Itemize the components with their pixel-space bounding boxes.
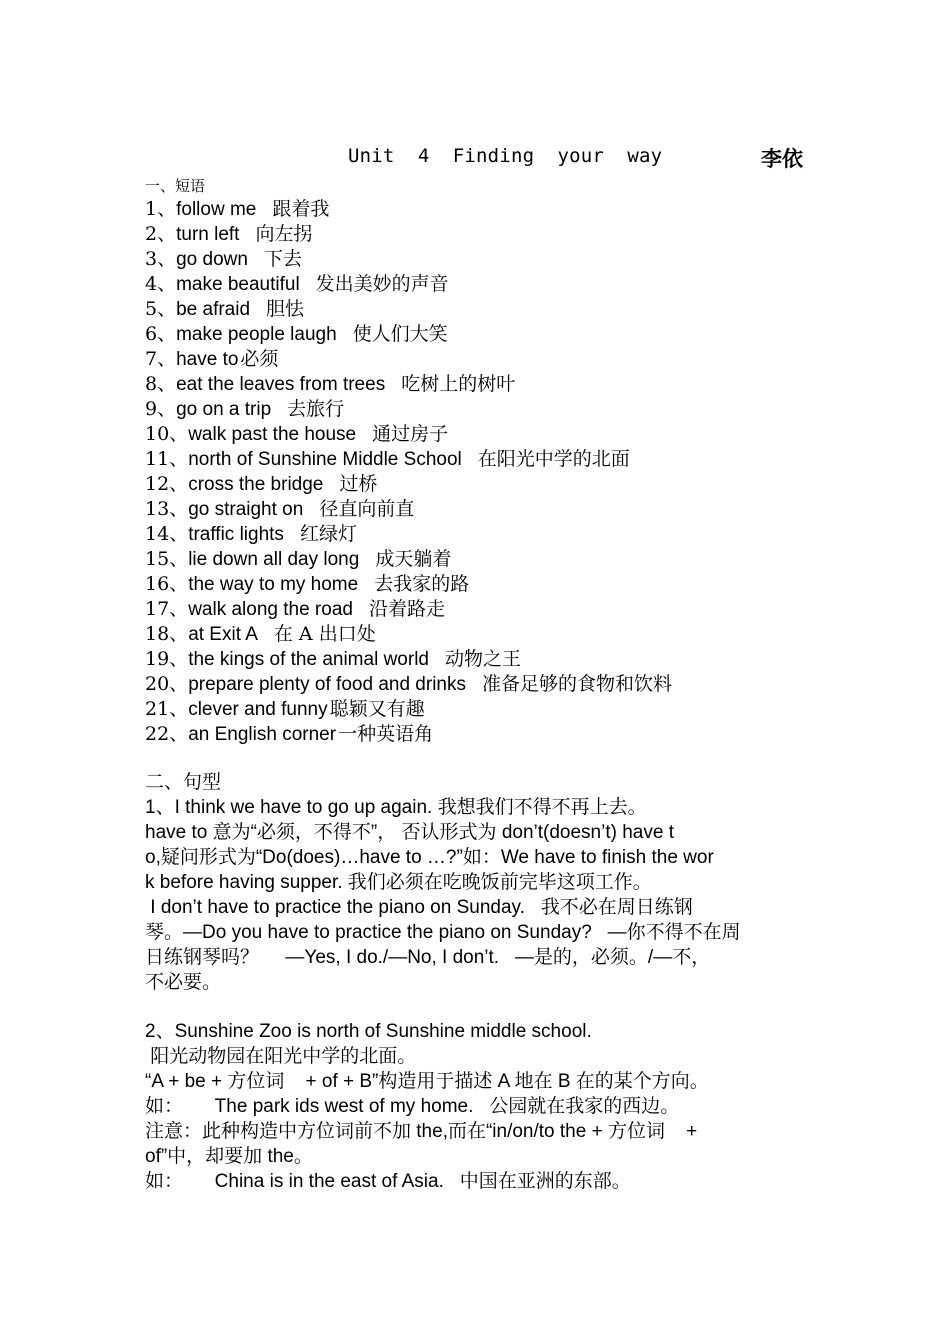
section-heading-phrases: 一、短语 — [145, 177, 206, 195]
phrase-number: 3、 — [145, 248, 177, 270]
phrase-chinese: 吃树上的树叶 — [401, 373, 516, 395]
phrase-item — [145, 197, 805, 222]
phrase-item — [145, 222, 805, 247]
phrase-number: 4、 — [145, 273, 177, 295]
phrase-number: 21、 — [145, 698, 189, 720]
phrase-chinese: 通过房子 — [372, 423, 449, 445]
phrase-chinese: 成天躺着 — [375, 548, 452, 570]
sentence-1-line: 琴。—Do you have to practice the piano on Sunday? —你不得不在周 — [145, 922, 741, 943]
phrase-item — [145, 597, 805, 622]
phrase-chinese: 一种英语角 — [338, 723, 434, 745]
phrase-english: make beautiful — [176, 274, 300, 295]
phrase-english: go straight on — [188, 499, 304, 520]
phrase-item — [145, 247, 805, 272]
phrase-number: 11、 — [145, 448, 189, 470]
phrase-list — [145, 197, 805, 747]
phrase-english: follow me — [176, 199, 257, 220]
phrase-item — [145, 622, 805, 647]
phrase-english: prepare plenty of food and drinks — [188, 674, 466, 695]
phrase-number: 13、 — [145, 498, 189, 520]
sentence-2-line: 如： China is in the east of Asia. 中国在亚洲的东部。 — [145, 1171, 631, 1192]
section-heading-sentences: 二、句型 — [145, 771, 222, 793]
phrase-item — [145, 347, 805, 372]
phrase-number: 12、 — [145, 473, 189, 495]
phrase-english: go on a trip — [176, 399, 272, 420]
phrase-english: at Exit A — [188, 624, 258, 645]
phrase-english: an English corner — [188, 724, 337, 745]
phrase-item — [145, 672, 805, 697]
phrase-chinese: 过桥 — [339, 473, 378, 495]
title-row — [145, 143, 805, 171]
phrase-item — [145, 397, 805, 422]
phrase-english: the way to my home — [188, 574, 359, 595]
phrase-item — [145, 297, 805, 322]
phrase-number: 18、 — [145, 623, 189, 645]
phrase-chinese: 在 A 出口处 — [273, 623, 376, 645]
phrase-chinese: 径直向前直 — [319, 498, 415, 520]
sentence-2-section — [145, 1019, 805, 1194]
phrase-chinese: 去旅行 — [287, 398, 345, 420]
phrase-english: go down — [176, 249, 248, 270]
sentence-1-line: o,疑问形式为“Do(does)…have to …?”如：We have to finish the wor — [145, 847, 714, 868]
phrase-english: turn left — [176, 224, 240, 245]
phrase-english: walk past the house — [188, 424, 357, 445]
phrase-number: 19、 — [145, 648, 189, 670]
phrase-item — [145, 447, 805, 472]
phrase-chinese: 胆怯 — [266, 298, 305, 320]
phrase-english: eat the leaves from trees — [176, 374, 386, 395]
author-name: 李依 — [761, 148, 803, 171]
phrase-item — [145, 422, 805, 447]
sentence-2-line: of”中，却要加 the。 — [145, 1146, 313, 1167]
phrase-item — [145, 697, 805, 722]
phrase-item — [145, 547, 805, 572]
phrase-number: 10、 — [145, 423, 189, 445]
phrase-number: 22、 — [145, 723, 189, 745]
phrase-english: walk along the road — [188, 599, 353, 620]
phrase-number: 9、 — [145, 398, 177, 420]
phrase-number: 8、 — [145, 373, 177, 395]
phrase-number: 20、 — [145, 673, 189, 695]
phrase-english: make people laugh — [176, 324, 337, 345]
sentence-1-line: 日练钢琴吗？ —Yes, I do./—No, I don’t. —是的，必须。/—不， — [145, 947, 711, 968]
phrase-english: traffic lights — [188, 524, 284, 545]
phrase-number: 7、 — [145, 348, 177, 370]
page-title: Unit 4 Finding your way — [348, 145, 663, 167]
sentence-2-line: 注意：此种构造中方位词前不加 the,而在“in/on/to the + 方位词 + — [145, 1121, 698, 1142]
phrase-number: 1、 — [145, 198, 177, 220]
sentence-1-line: have to 意为“必须，不得不”， 否认形式为 don’t(doesn’t) have t — [145, 822, 674, 843]
sentence-1-line: I don’t have to practice the piano on Sunday. 我不必在周日练钢 — [145, 897, 693, 918]
phrase-english: the kings of the animal world — [188, 649, 429, 670]
phrase-number: 6、 — [145, 323, 177, 345]
phrase-chinese: 去我家的路 — [374, 573, 470, 595]
phrase-english: clever and funny — [188, 699, 328, 720]
phrase-chinese: 动物之王 — [444, 648, 521, 670]
phrase-number: 17、 — [145, 598, 189, 620]
phrase-item — [145, 472, 805, 497]
sentence-section — [145, 770, 805, 995]
phrase-item — [145, 322, 805, 347]
phrase-item — [145, 647, 805, 672]
phrase-chinese: 沿着路走 — [368, 598, 445, 620]
phrase-chinese: 聪颖又有趣 — [329, 698, 425, 720]
phrase-english: have to — [176, 349, 239, 370]
phrase-chinese: 使人们大笑 — [352, 323, 448, 345]
phrase-item — [145, 722, 805, 747]
sentence-1-title: 1、I think we have to go up again. 我想我们不得不再上去。 — [145, 797, 647, 818]
sentence-1-line: k before having supper. 我们必须在吃晚饭前完毕这项工作。 — [145, 872, 652, 893]
phrase-chinese: 发出美妙的声音 — [315, 273, 449, 295]
phrase-chinese: 向左拐 — [255, 223, 313, 245]
phrase-chinese: 必须 — [240, 348, 279, 370]
phrase-english: be afraid — [176, 299, 251, 320]
sentence-1-line: 不必要。 — [145, 972, 222, 993]
phrase-number: 16、 — [145, 573, 189, 595]
phrase-english: cross the bridge — [188, 474, 324, 495]
phrase-item — [145, 497, 805, 522]
phrase-number: 14、 — [145, 523, 189, 545]
phrase-item — [145, 272, 805, 297]
sentence-2-line: “A + be + 方位词 + of + B”构造用于描述 A 地在 B 在的某个方向。 — [145, 1071, 709, 1092]
phrase-number: 5、 — [145, 298, 177, 320]
phrase-english: lie down all day long — [188, 549, 360, 570]
phrase-chinese: 下去 — [263, 248, 302, 270]
phrase-chinese: 在阳光中学的北面 — [477, 448, 630, 470]
phrase-english: north of Sunshine Middle School — [188, 449, 462, 470]
phrase-item — [145, 572, 805, 597]
phrase-item — [145, 372, 805, 397]
phrase-chinese: 红绿灯 — [299, 523, 357, 545]
phrase-number: 2、 — [145, 223, 177, 245]
sentence-2-line: 如： The park ids west of my home. 公园就在我家的西边。 — [145, 1096, 680, 1117]
phrase-number: 15、 — [145, 548, 189, 570]
phrase-item — [145, 522, 805, 547]
phrase-chinese: 跟着我 — [272, 198, 330, 220]
sentence-2-title: 2、Sunshine Zoo is north of Sunshine middle school. — [145, 1021, 592, 1042]
sentence-2-line: 阳光动物园在阳光中学的北面。 — [145, 1046, 417, 1067]
phrase-chinese: 准备足够的食物和饮料 — [481, 673, 672, 695]
